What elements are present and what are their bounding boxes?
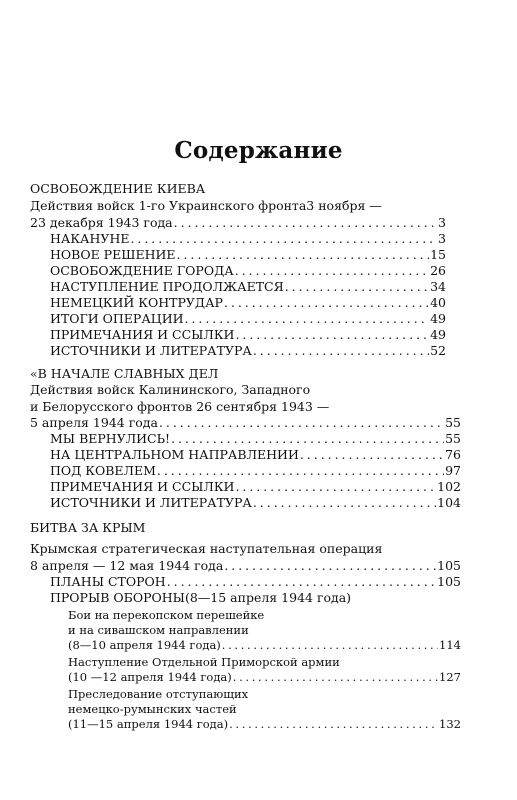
- entry-page: 34: [430, 279, 446, 294]
- toc-entry[interactable]: [68, 637, 461, 653]
- subentry-text: Преследование отступающих: [68, 687, 249, 701]
- entry-label: 8 апреля — 12 мая 1944 года: [30, 558, 224, 573]
- entry-label: НАСТУПЛЕНИЕ ПРОДОЛЖАЕТСЯ: [50, 279, 284, 294]
- entry-label: ПРИМЕЧАНИЯ И ССЫЛКИ: [50, 327, 235, 342]
- page-title: Содержание: [174, 137, 343, 164]
- leader-dots: [174, 215, 437, 231]
- entry-label: ПЛАНЫ СТОРОН: [50, 574, 166, 589]
- entry-label: ИСТОЧНИКИ И ЛИТЕРАТУРА: [50, 495, 252, 510]
- entry-label: ИТОГИ ОПЕРАЦИИ: [50, 311, 184, 326]
- section-subtitle: Действия войск Калининского, Западного: [30, 382, 311, 397]
- leader-dots: [285, 279, 429, 295]
- leader-dots: [253, 343, 429, 359]
- leader-dots: [253, 495, 436, 511]
- section-heading-glorious-deeds: «В НАЧАЛЕ СЛАВНЫХ ДЕЛ: [30, 366, 219, 381]
- entry-page: 49: [430, 327, 446, 342]
- toc-entry[interactable]: [50, 431, 461, 447]
- toc-entry[interactable]: [30, 415, 461, 431]
- leader-dots: [130, 231, 437, 247]
- entry-page: 76: [445, 447, 461, 462]
- toc-entry[interactable]: [50, 495, 461, 511]
- toc-entry[interactable]: [50, 447, 461, 463]
- subentry-text: и на сивашском направлении: [68, 623, 249, 637]
- entry-page: 3: [438, 231, 446, 246]
- toc-entry[interactable]: [68, 716, 461, 732]
- leader-dots: [235, 263, 429, 279]
- entry-page: 15: [430, 247, 446, 262]
- entry-label: ПОД КОВЕЛЕМ: [50, 463, 156, 478]
- subentry-text: немецко-румынских частей: [68, 702, 237, 716]
- entry-label: НЕМЕЦКИЙ КОНТРУДАР: [50, 295, 223, 310]
- entry-page: 127: [439, 670, 461, 684]
- leader-dots: [235, 479, 436, 495]
- entry-page: 49: [430, 311, 446, 326]
- leader-dots: [171, 431, 444, 447]
- leader-dots: [235, 327, 429, 343]
- entry-page: 104: [437, 495, 461, 510]
- leader-dots: [167, 574, 436, 590]
- subsection-heading: ПРОРЫВ ОБОРОНЫ(8—15 апреля 1944 года): [50, 590, 352, 605]
- entry-label: ИСТОЧНИКИ И ЛИТЕРАТУРА: [50, 343, 252, 358]
- toc-entry[interactable]: [50, 247, 446, 263]
- toc-entry[interactable]: [50, 327, 446, 343]
- entry-page: 132: [439, 717, 461, 731]
- leader-dots: [177, 247, 430, 263]
- entry-label: НА ЦЕНТРАЛЬНОМ НАПРАВЛЕНИИ: [50, 447, 299, 462]
- entry-page: 52: [430, 343, 446, 358]
- entry-page: 97: [445, 463, 461, 478]
- leader-dots: [229, 716, 438, 732]
- entry-label: 23 декабря 1943 года: [30, 215, 173, 230]
- entry-label: 5 апреля 1944 года: [30, 415, 158, 430]
- entry-label: МЫ ВЕРНУЛИСЬ!: [50, 431, 171, 446]
- section-heading-kiev: ОСВОБОЖДЕНИЕ КИЕВА: [30, 181, 206, 196]
- entry-page: 55: [445, 415, 461, 430]
- entry-label: (10 —12 апреля 1944 года): [68, 670, 232, 684]
- toc-entry[interactable]: [68, 669, 461, 685]
- leader-dots: [233, 669, 438, 685]
- toc-entry[interactable]: [50, 295, 446, 311]
- leader-dots: [300, 447, 444, 463]
- toc-entry[interactable]: [50, 479, 461, 495]
- section-subtitle: Действия войск 1-го Украинского фронта3 ноября —: [30, 198, 382, 213]
- toc-entry[interactable]: [50, 263, 446, 279]
- subentry-text: Бои на перекопском перешейке: [68, 608, 265, 622]
- entry-page: 3: [438, 215, 446, 230]
- toc-entry[interactable]: [50, 463, 461, 479]
- entry-page: 114: [439, 638, 461, 652]
- section-subtitle: и Белорусского фронтов 26 сентября 1943 —: [30, 399, 330, 414]
- leader-dots: [157, 463, 444, 479]
- leader-dots: [224, 295, 429, 311]
- entry-page: 105: [437, 558, 461, 573]
- entry-label: ОСВОБОЖДЕНИЕ ГОРОДА: [50, 263, 234, 278]
- entry-label: ПРИМЕЧАНИЯ И ССЫЛКИ: [50, 479, 235, 494]
- toc-entry[interactable]: [30, 215, 446, 231]
- toc-entry[interactable]: [50, 279, 446, 295]
- leader-dots: [159, 415, 444, 431]
- entry-page: 40: [430, 295, 446, 310]
- leader-dots: [224, 558, 436, 574]
- entry-page: 55: [445, 431, 461, 446]
- entry-label: НОВОЕ РЕШЕНИЕ: [50, 247, 176, 262]
- leader-dots: [222, 637, 438, 653]
- entry-page: 102: [437, 479, 461, 494]
- section-subtitle: Крымская стратегическая наступательная операция: [30, 541, 383, 556]
- toc-entry[interactable]: [50, 311, 446, 327]
- toc-entry[interactable]: [30, 558, 461, 574]
- entry-label: (11—15 апреля 1944 года): [68, 717, 229, 731]
- entry-page: 26: [430, 263, 446, 278]
- entry-page: 105: [437, 574, 461, 589]
- toc-entry[interactable]: [50, 574, 461, 590]
- subentry-text: Наступление Отдельной Приморской армии: [68, 655, 340, 669]
- entry-label: НАКАНУНЕ: [50, 231, 130, 246]
- entry-label: (8—10 апреля 1944 года): [68, 638, 221, 652]
- toc-entry[interactable]: [50, 343, 446, 359]
- section-heading-crimea: БИТВА ЗА КРЫМ: [30, 520, 146, 535]
- toc-entry[interactable]: [50, 231, 446, 247]
- leader-dots: [185, 311, 430, 327]
